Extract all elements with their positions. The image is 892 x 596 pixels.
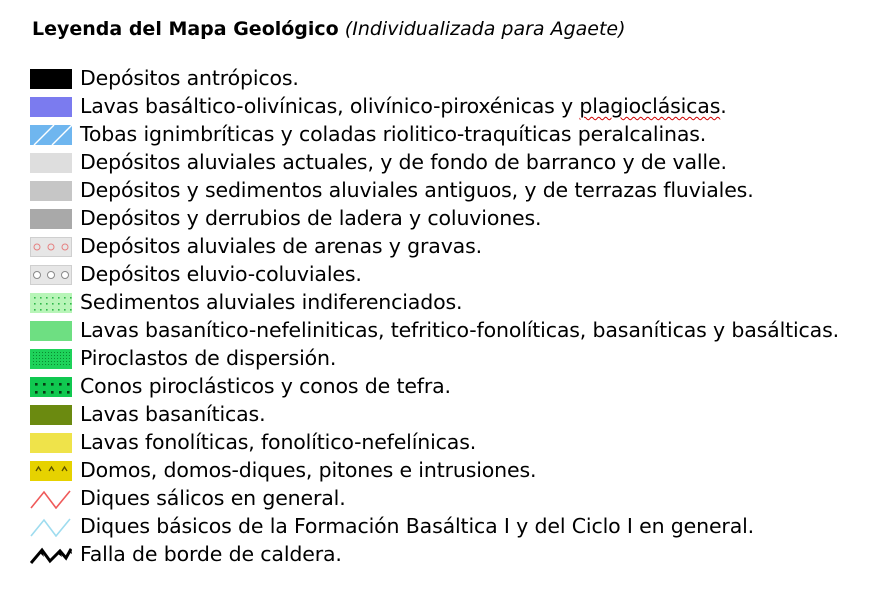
legend-label [80,66,299,90]
legend-swatch [30,405,72,425]
legend-swatch [30,293,72,313]
legend-swatch [30,433,72,453]
legend-label [80,178,754,202]
legend-swatch [30,321,72,341]
legend-label-text: Domos, domos-diques, pitones e intrusiones. [80,458,537,482]
legend-label [80,206,541,230]
legend-label-text: Depósitos eluvio-coluviales. [80,262,362,286]
legend-item [30,208,890,236]
legend-swatch [30,461,72,481]
legend-title-italic: (Individualizada para Agaete) [344,18,626,40]
legend-label-suffix: . [720,94,727,118]
legend-label-text: Sedimentos aluviales indiferenciados. [80,290,463,314]
legend-swatch [30,265,72,285]
legend-label-text: Lavas basaníticas. [80,402,266,426]
legend-label-text: Depósitos aluviales de arenas y gravas. [80,234,482,258]
legend-label-text: Depósitos aluviales actuales, y de fondo de barranco y de valle. [80,150,727,174]
legend-swatch [30,377,72,397]
legend-swatch [30,545,72,565]
legend-swatch [30,69,72,89]
legend-swatch [30,153,72,173]
legend-item [30,124,890,152]
legend-label-text: Diques sálicos en general. [80,486,346,510]
legend-title [32,18,626,40]
legend-label [80,458,536,482]
legend-label [80,430,476,454]
legend-label-text: Depósitos y sedimentos aluviales antiguos, y de terrazas fluviales. [80,178,754,202]
legend-label [80,346,336,370]
legend-label [80,234,482,258]
legend-swatch [30,209,72,229]
legend-item [30,236,890,264]
legend-label [80,542,342,566]
legend-label [80,374,451,398]
legend-label [80,150,727,174]
legend-item [30,180,890,208]
legend-swatch [30,97,72,117]
legend-label-text: Diques básicos de la Formación Basáltica I y del Ciclo I en general. [80,514,755,538]
legend-label-text: Depósitos y derrubios de ladera y coluviones. [80,206,542,230]
legend-swatch [30,517,72,537]
legend-label-text: Falla de borde de caldera. [80,542,342,566]
legend-label [80,94,727,118]
legend-label [80,486,346,510]
legend-label [80,290,462,314]
legend-item [30,544,890,572]
legend-label-text: Lavas basáltico-olivínicas, olivínico-piroxénicas y [80,94,580,118]
legend-label [80,122,706,146]
legend-label [80,402,265,426]
legend-title-bold: Leyenda del Mapa Geológico [32,18,339,40]
legend-swatch [30,125,72,145]
legend-label [80,318,839,342]
legend-label-text: Lavas basanítico-nefeliniticas, tefritico-fonolíticas, basaníticas y basálticas. [80,318,839,342]
legend-label-text: Depósitos antrópicos. [80,66,299,90]
legend-label [80,262,362,286]
legend-item [30,320,890,348]
legend-item [30,348,890,376]
legend-item [30,488,890,516]
legend-item [30,264,890,292]
legend-label-text: Lavas fonolíticas, fonolítico-nefelínicas. [80,430,477,454]
legend-swatch [30,237,72,257]
legend-swatch [30,349,72,369]
legend-swatch [30,489,72,509]
legend-label-text: Piroclastos de dispersión. [80,346,337,370]
legend-item [30,292,890,320]
spellcheck-word: plagioclásicas [579,94,721,118]
legend-label [80,514,754,538]
legend-label-text: Tobas ignimbríticas y coladas rioliticо-traquíticas peralcalinas. [80,122,707,146]
legend-item [30,96,890,124]
legend-item [30,404,890,432]
legend-swatch [30,181,72,201]
legend-item [30,152,890,180]
legend-item [30,460,890,488]
legend-label-text: Conos piroclásticos y conos de tefra. [80,374,451,398]
legend-item [30,376,890,404]
legend-item [30,68,890,96]
legend-item [30,516,890,544]
legend-item [30,432,890,460]
